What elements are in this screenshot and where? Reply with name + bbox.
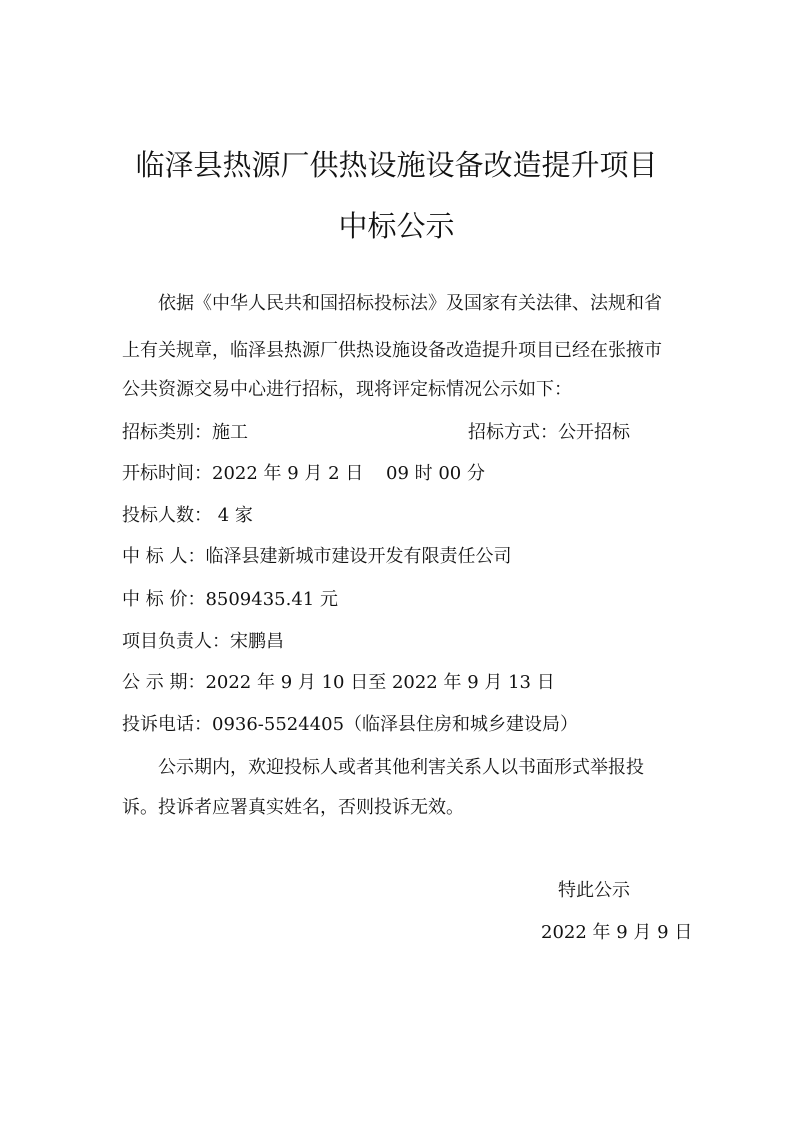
winning-price: 中 标 价：8509435.41 元 [122, 589, 338, 610]
bid-category: 招标类别：施工 [122, 422, 248, 443]
intro-paragraph-line2: 上有关规章，临泽县热源厂供热设施设备改造提升项目已经在张掖市 [122, 340, 662, 361]
closing-paragraph-line2: 诉。投诉者应署真实姓名，否则投诉无效。 [122, 797, 464, 818]
intro-paragraph-line3: 公共资源交易中心进行招标，现将评定标情况公示如下： [122, 379, 572, 400]
winning-bidder: 中 标 人：临泽县建新城市建设开发有限责任公司 [122, 546, 512, 567]
project-manager: 项目负责人：宋鹏昌 [122, 631, 284, 652]
complaint-phone: 投诉电话：0936-5524405（临泽县住房和城乡建设局） [122, 714, 579, 735]
bidder-count: 投标人数： 4 家 [122, 505, 253, 526]
signature-date: 2022 年 9 月 9 日 [541, 922, 693, 943]
bid-open-date: 开标时间：2022 年 9 月 2 日 [122, 463, 364, 484]
notice-period: 公 示 期：2022 年 9 月 10 日至 2022 年 9 月 13 日 [122, 672, 555, 693]
document-title-line1: 临泽县热源厂供热设施设备改造提升项目 [135, 148, 658, 182]
bid-open-time: 09 时 00 分 [386, 463, 485, 484]
bid-method: 招标方式：公开招标 [468, 422, 630, 443]
intro-paragraph-line1: 依据《中华人民共和国招标投标法》及国家有关法律、法规和省 [158, 293, 662, 314]
closing-paragraph-line1: 公示期内，欢迎投标人或者其他利害关系人以书面形式举报投 [158, 757, 644, 778]
document-title-line2: 中标公示 [338, 209, 455, 243]
signature-text: 特此公示 [558, 880, 630, 901]
